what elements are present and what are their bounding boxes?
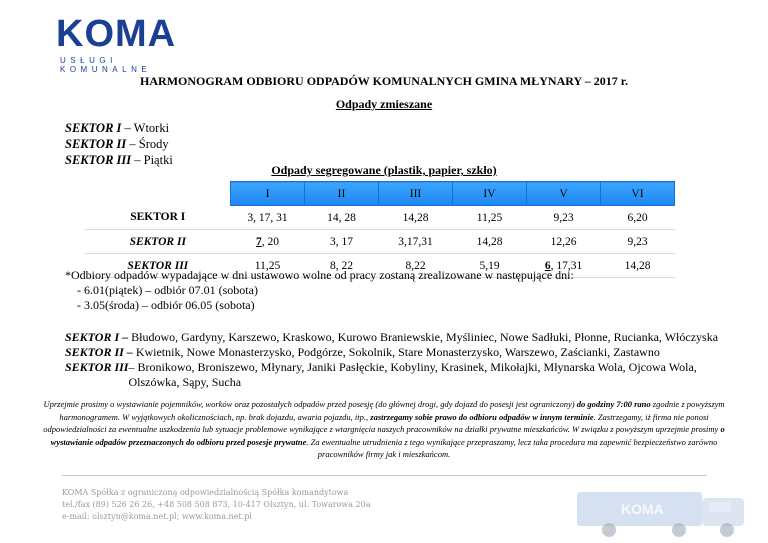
table-row: [85, 206, 675, 230]
sector-locations: [65, 330, 745, 390]
table-cell: 3, 17: [305, 230, 379, 254]
table-cell: 14,28: [379, 206, 453, 230]
fine-emphasis: zastrzegamy sobie prawo do odbioru odpadów w innym terminie: [370, 411, 594, 422]
footer-divider: [62, 475, 707, 476]
holiday-note: [65, 268, 574, 313]
footer-email: e-mail: olsztyn@koma.net.pl; www.koma.net.pl: [62, 512, 252, 521]
table-header-row: [85, 182, 675, 206]
table-cell: 8, 22: [305, 254, 379, 278]
note-line: - 6.01(piątek) – odbiór 07.01 (sobota): [77, 283, 258, 297]
locations-list: Błudowo, Gardyny, Karszewo, Kraskowo, Kurowo Braniewskie, Myśliniec, Nowe Sadłuki, Płonne, Rucianka, Włóczyska: [131, 330, 719, 344]
garbage-truck-image: [569, 482, 754, 540]
fine-print: [40, 398, 728, 461]
company-logo: [56, 13, 186, 74]
table-cell: 12,26: [527, 230, 601, 254]
table-cell: 11,25: [231, 254, 305, 278]
table-cell: 6,20: [601, 206, 675, 230]
segregated-waste-heading: Odpady segregowane (plastik, papier, szkło): [271, 163, 497, 177]
locations-list: Kwietnik, Nowe Monasterzysko, Podgórze, Sokolnik, Stare Monasterzysko, Warszewo, Zaścianki, Zastawno: [135, 345, 660, 359]
fine-text: Uprzejmie prosimy o wystawianie pojemników, worków oraz pozostałych odpadów przed posesję (do głównej drogi, gdy dojazd do posesji jest ograniczony): [43, 399, 577, 409]
document-title: HARMONOGRAM ODBIORU ODPADÓW KOMUNALNYCH GMINA MŁYNARY – 2017 r.: [140, 74, 628, 88]
table-cell: 5,19: [453, 254, 527, 278]
days-label: SEKTOR I: [65, 121, 122, 135]
note-line: - 3.05(środa) – odbiór 06.05 (sobota): [77, 298, 255, 312]
days-label: SEKTOR III: [65, 153, 132, 167]
table-cell: 9,23: [527, 206, 601, 230]
days-value: – Piątki: [131, 153, 173, 167]
sector-label: SEKTOR I: [85, 206, 231, 230]
table-cell: 3,17,31: [379, 230, 453, 254]
schedule-table: [85, 181, 675, 278]
days-value: – Wtorki: [121, 121, 170, 135]
table-cell: 11,25: [453, 206, 527, 230]
locations-row: [65, 330, 745, 345]
month-header: VI: [601, 182, 675, 206]
locations-label: SEKTOR II –: [65, 345, 136, 359]
locations-row: [65, 345, 745, 360]
table-cell: 14,28: [453, 230, 527, 254]
table-row: [85, 230, 675, 254]
footer-contact: tel./fax (89) 526 26 26, +48 508 508 873, 10-417 Olsztyn, ul. Towarowa 20a: [62, 500, 371, 509]
underlined-date: 7: [256, 235, 262, 248]
table-corner: [85, 182, 231, 206]
underlined-date: 6: [544, 259, 551, 272]
table-cell: 14, 28: [305, 206, 379, 230]
fine-text: . Zastrzegamy, iż firma nie ponosi odpowiedzialności za ewentualne uszkodzenia lub sytuacje problemowe wynikające z wtargnięcia naszych pracowników na działki prywatne mieszkańców. W związku z powyższym uprzejmie prosimy: [43, 411, 721, 434]
days-row-sektor-1: [65, 120, 173, 136]
month-header: III: [379, 182, 453, 206]
cell-rest: , 17,31: [550, 259, 583, 272]
days-value: – Środy: [126, 137, 169, 151]
footer-company: KOMA Spółka z ograniczoną odpowiedzialnością Spółka komandytowa: [62, 488, 349, 497]
table-cell: 3, 17, 31: [231, 206, 305, 230]
fine-emphasis: o wystawianie odpadów przeznaczonych do odbioru przed posesje prywatne: [50, 424, 725, 447]
table-cell: [231, 230, 305, 254]
fine-text: zgodnie z powyższym harmonogramem. W wyjątkowych okolicznościach, np. brak dojazdu, awaria pojazdu, itp.,: [59, 399, 725, 422]
table-cell: 9,23: [601, 230, 675, 254]
days-label: SEKTOR II: [65, 137, 127, 151]
logo-wordmark: KOMA: [56, 13, 177, 55]
locations-list: – Bronikowo, Broniszewo, Młynary, Janiki Pasłęckie, Kobyliny, Krasinek, Mikołajki, Młynarska Wola, Ojcowa Wola, Olszówka, Sąpy, Sucha: [128, 360, 697, 389]
sector-label: SEKTOR II: [85, 230, 231, 254]
logo-tagline: USŁUGI KOMUNALNE: [60, 56, 152, 74]
locations-label: SEKTOR III: [65, 360, 129, 374]
fine-emphasis: do godziny 7:00 rano: [576, 399, 651, 409]
sector-label: SEKTOR III: [85, 254, 231, 278]
note-line: *Odbiory odpadów wypadające w dni ustawowo wolne od pracy zostaną zrealizowane w następujące dni:: [65, 268, 574, 282]
month-header: II: [305, 182, 379, 206]
month-header: V: [527, 182, 601, 206]
cell-rest: , 20: [261, 235, 279, 248]
month-header: I: [231, 182, 305, 206]
table-cell: 8,22: [379, 254, 453, 278]
company-footer: [62, 487, 371, 523]
fine-text: . Za ewentualne utrudnienia z tego wynikające przepraszamy, lecz taka procedura ma zapewnić bezpieczeństwo zarówno pracowników firmy jak i mieszkańcom.: [306, 436, 718, 459]
collection-days: [65, 120, 173, 168]
locations-row: [65, 360, 745, 390]
mixed-waste-heading: Odpady zmieszane: [335, 97, 433, 111]
locations-label: SEKTOR I –: [65, 330, 132, 344]
month-header: IV: [453, 182, 527, 206]
days-row-sektor-2: [65, 136, 173, 152]
truck-logo-text: KOMA: [621, 501, 664, 517]
table-cell: 14,28: [601, 254, 675, 278]
